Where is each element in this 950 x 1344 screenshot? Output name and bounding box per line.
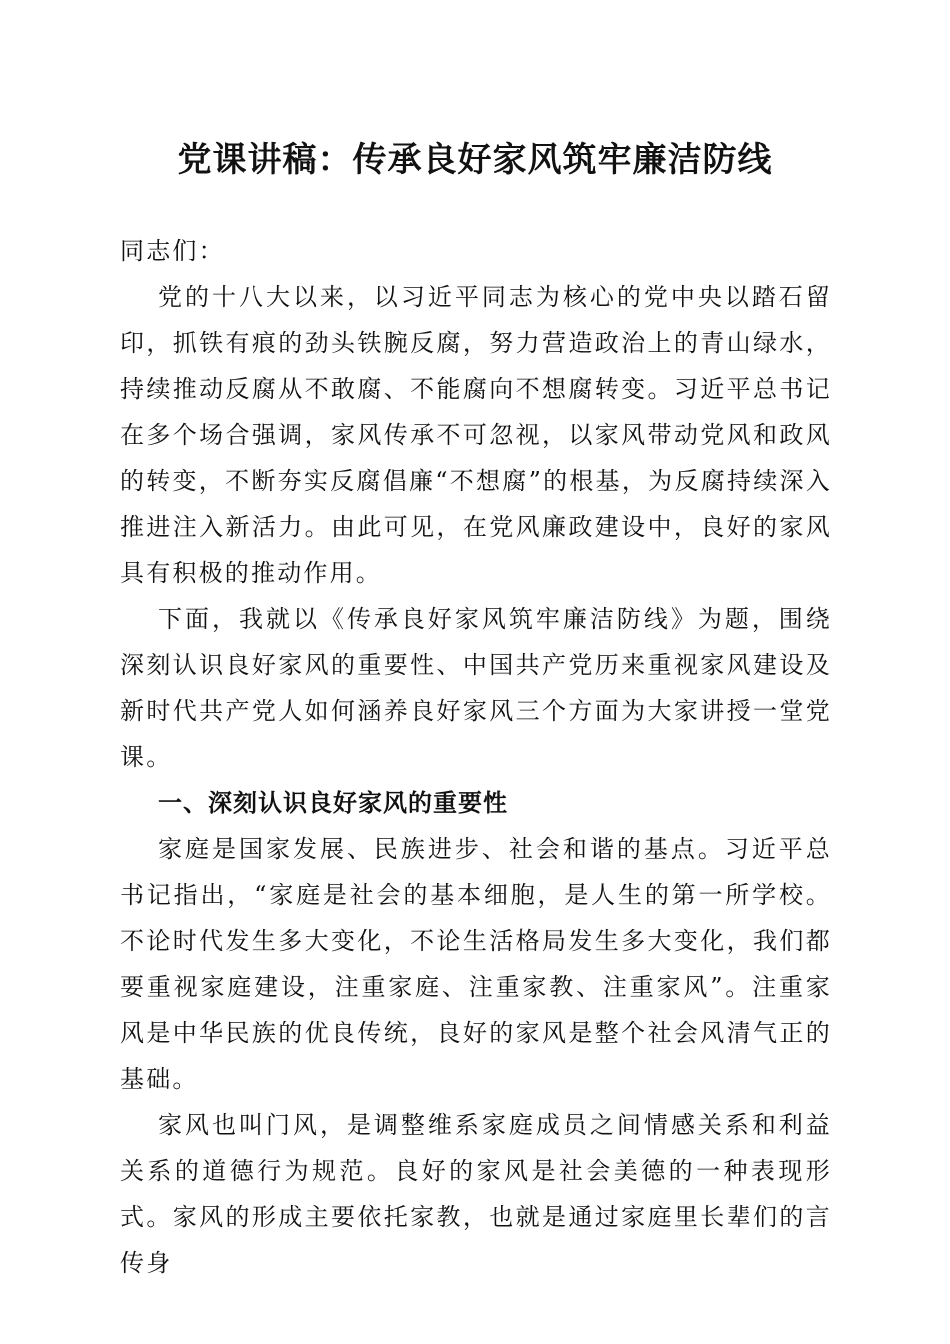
paragraph-outline: 下面，我就以《传承良好家风筑牢廉洁防线》为题，围绕深刻认识良好家风的重要性、中国共产党历来重视家风建设及新时代共产党人如何涵养良好家风三个方面为大家讲授一堂党课。 — [120, 605, 832, 771]
salutation: 同志们： — [120, 237, 225, 265]
paragraph-family-basis: 家庭是国家发展、民族进步、社会和谐的基点。习近平总书记指出，“家庭是社会的基本细胞，是人生的第一所学校。不论时代发生多大变化，不论生活格局发生多大变化，我们都要重视家庭建设，注重家庭、注重家教、注重家风”。注重家风是中华民族的优良传统，良好的家风是整个社会风清气正的基础。 — [120, 835, 832, 1093]
paragraph-intro: 党的十八大以来，以习近平同志为核心的党中央以踏石留印，抓铁有痕的劲头铁腕反腐，努力营造政治上的青山绿水，持续推动反腐从不敢腐、不能腐向不想腐转变。习近平总书记在多个场合强调，家风传承不可忽视，以家风带动党风和政风的转变，不断夯实反腐倡廉“不想腐”的根基，为反腐持续深入推进注入新活力。由此可见，在党风廉政建设中，良好的家风具有积极的推动作用。 — [120, 283, 832, 587]
document-body — [120, 228, 832, 1286]
document-title: 党课讲稿：传承良好家风筑牢廉洁防线 — [177, 140, 773, 180]
paragraph-family-style: 家风也叫门风，是调整维系家庭成员之间情感关系和利益关系的道德行为规范。良好的家风是社会美德的一种表现形式。家风的形成主要依托家教，也就是通过家庭里长辈们的言传身 — [120, 1111, 832, 1277]
section-heading: 一、深刻认识良好家风的重要性 — [158, 789, 508, 817]
